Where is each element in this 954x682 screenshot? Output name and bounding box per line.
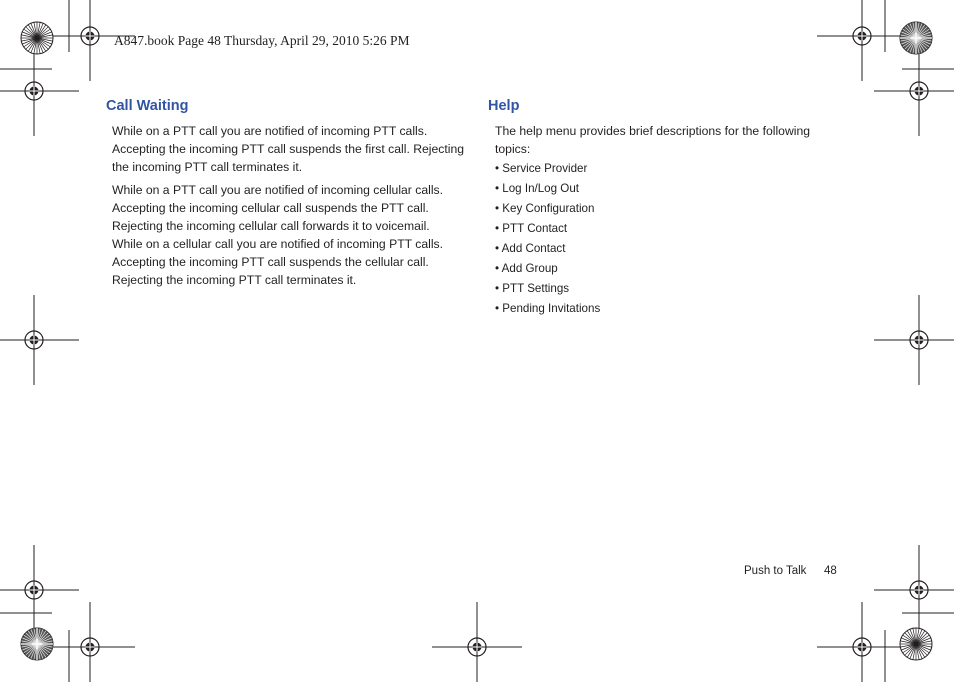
text-line: While on a cellular call you are notified of incoming PTT calls.	[112, 237, 444, 251]
crosshair-icon	[0, 545, 79, 635]
text-line: the incoming PTT call terminates it.	[112, 160, 303, 174]
crosshair-icon	[0, 46, 79, 136]
crosshair-icon	[0, 295, 79, 385]
list-item: • Service Provider	[495, 162, 588, 175]
text-line: While on a PTT call you are notified of incoming cellular calls.	[112, 183, 444, 197]
crosshair-icon	[817, 602, 907, 682]
list-item: • Key Configuration	[495, 202, 595, 215]
call-waiting-paragraph-2	[112, 181, 443, 289]
starburst-icon	[21, 628, 53, 660]
footer-section-name: Push to Talk	[744, 565, 807, 577]
text-line: Rejecting the incoming cellular call forwards it to voicemail.	[112, 219, 430, 233]
starburst-icon	[900, 22, 932, 54]
call-waiting-heading: Call Waiting	[106, 98, 189, 114]
list-item: • Log In/Log Out	[495, 182, 579, 195]
help-topics-list	[495, 161, 600, 321]
crosshair-icon	[45, 602, 135, 682]
text-line: The help menu provides brief descriptions for the following	[495, 124, 811, 138]
crosshair-icon	[432, 602, 522, 682]
list-item: • PTT Contact	[495, 222, 568, 235]
call-waiting-paragraph-1	[112, 122, 464, 176]
list-item: • Add Contact	[495, 242, 566, 255]
text-line: Accepting the incoming PTT call suspends the first call. Rejecting	[112, 142, 465, 156]
text-line: While on a PTT call you are notified of incoming PTT calls.	[112, 124, 428, 138]
crosshair-icon	[817, 0, 907, 81]
list-item: • PTT Settings	[495, 282, 570, 295]
text-line: Accepting the incoming PTT call suspends the cellular call.	[112, 255, 429, 269]
starburst-icon	[900, 628, 932, 660]
help-intro	[495, 122, 810, 158]
page-number: 48	[824, 565, 837, 577]
list-item: • Add Group	[495, 262, 558, 275]
help-heading: Help	[488, 98, 520, 114]
running-head: A847.book Page 48 Thursday, April 29, 2010 5:26 PM	[114, 33, 410, 48]
text-line: topics:	[495, 142, 531, 156]
crosshair-icon	[874, 46, 954, 136]
text-line: Accepting the incoming cellular call suspends the PTT call.	[112, 201, 429, 215]
list-item: • Pending Invitations	[495, 302, 601, 315]
crosshair-icon	[874, 545, 954, 635]
text-line: Rejecting the incoming PTT call terminates it.	[112, 273, 357, 287]
crosshair-icon	[874, 295, 954, 385]
starburst-icon	[21, 22, 53, 54]
